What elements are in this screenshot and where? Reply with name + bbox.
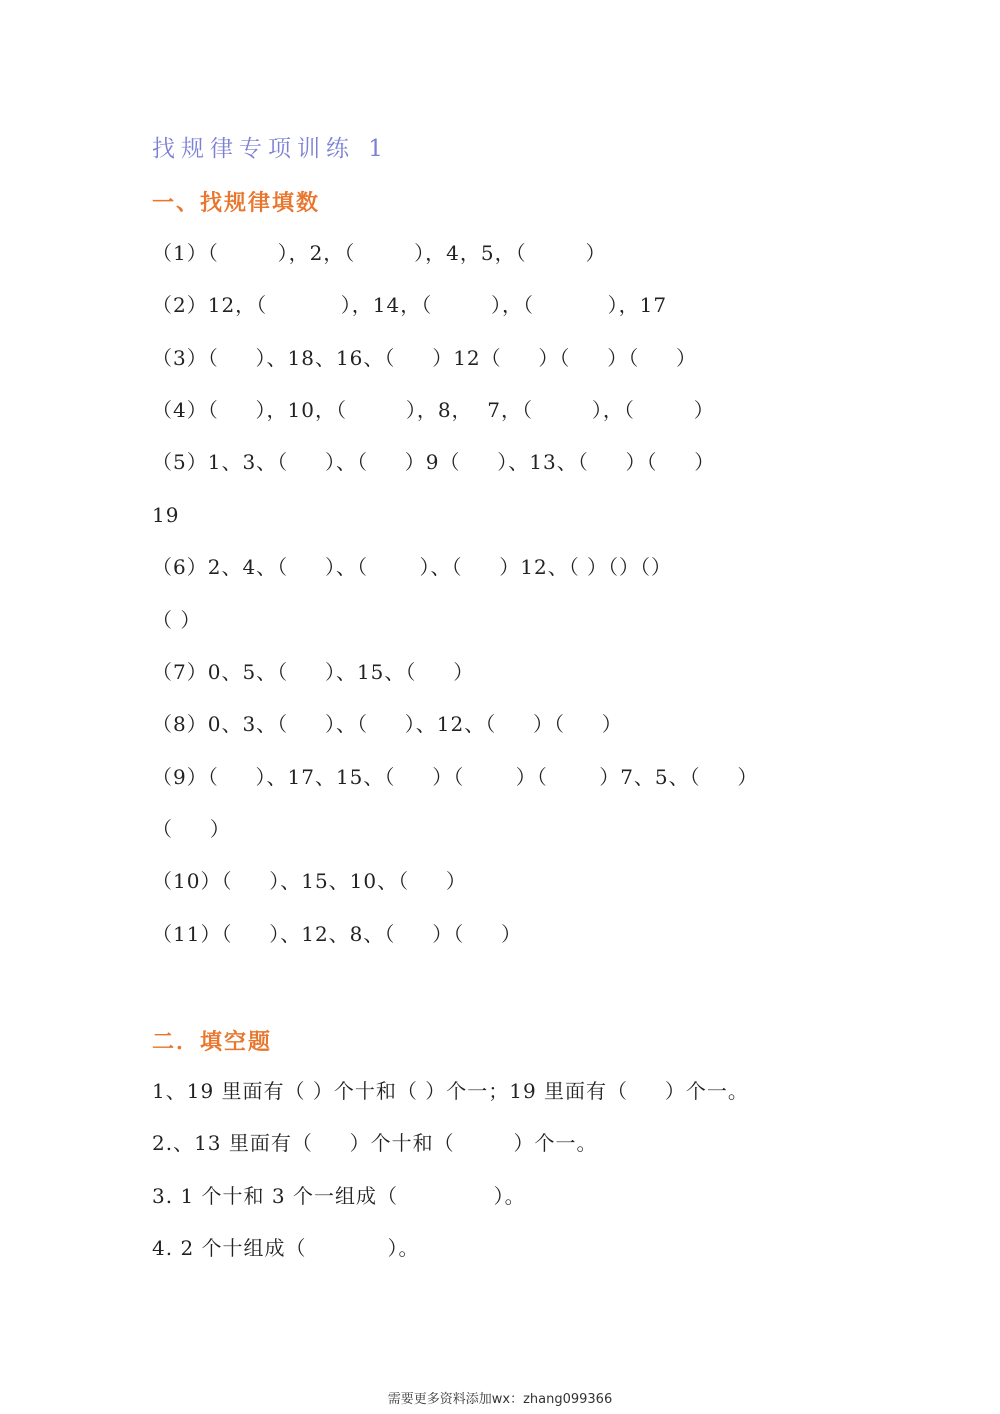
page-title: 找规律专项训练 1 [152,136,389,162]
question-line: （6）2、4、（ ）、（ ）、（ ）12、（ ）（）（） [152,555,673,579]
question-line: （2）12，（ ），14，（ ），（ ），17 [152,293,668,317]
question-line: （4）（ ），10，（ ），8， 7，（ ），（ ） [152,398,715,422]
fill-blank-question: 2.、13 里面有（ ）个十和（ ）个一。 [152,1131,598,1155]
question-line: （5）1、3、（ ）、（ ）9（ ）、13、（ ）（ ） [152,450,716,474]
question-line-continuation: （ ） [152,608,202,632]
footer-note: 需要更多资料添加wx：zhang099366 [387,1392,613,1407]
fill-blank-question: 4. 2 个十组成（ ）。 [152,1236,420,1260]
fill-blank-question: 3. 1 个十和 3 个一组成（ ）。 [152,1184,526,1208]
question-line: （7）0、5、（ ）、15、（ ） [152,660,475,684]
question-line-continuation: （ ） [152,817,231,841]
question-line: （3）（ ）、18、16、（ ）12（ ）（ ）（ ） [152,346,698,370]
question-line: （10）（ ）、15、10、（ ） [152,869,467,893]
question-line: （11）（ ）、12、8、（ ）（ ） [152,922,522,946]
fill-blank-question: 1、19 里面有（ ）个十和（ ）个一；19 里面有（ ）个一。 [152,1079,749,1103]
section-heading-fill-blank: 二．填空题 [152,1030,273,1055]
question-line: （1）（ ），2，（ ），4，5，（ ） [152,241,607,265]
question-line-continuation: 19 [152,503,180,527]
question-line: （9）（ ）、17、15、（ ）（ ）（ ）7、5、（ ） [152,765,759,789]
question-line: （8）0、3、（ ）、（ ）、12、（ ）（ ） [152,712,623,736]
section-heading-pattern-fill: 一、找规律填数 [152,191,321,216]
